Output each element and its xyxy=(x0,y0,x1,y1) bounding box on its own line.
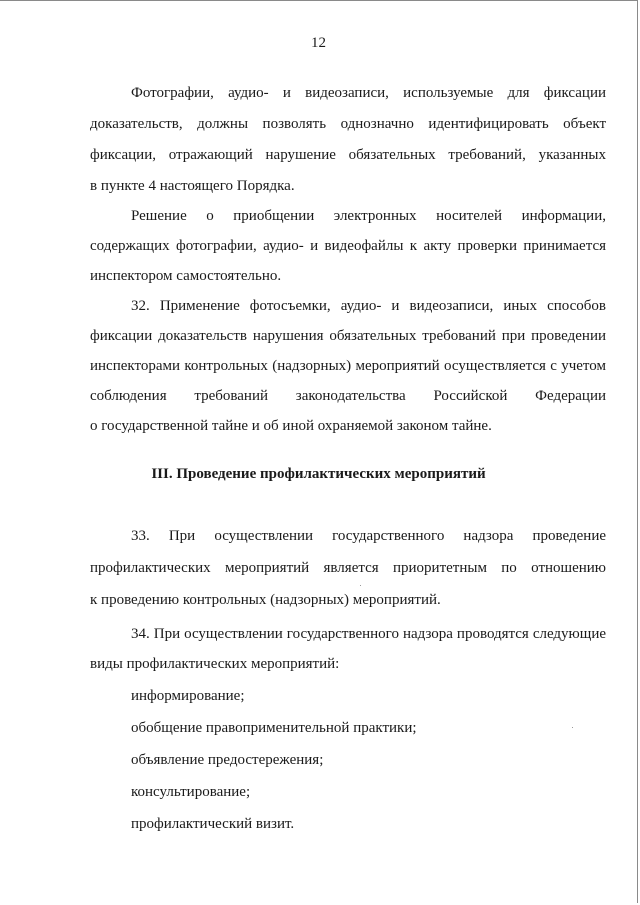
scan-speck xyxy=(360,585,361,586)
list-item: информирование; xyxy=(131,688,245,704)
list-item: объявление предостережения; xyxy=(131,752,324,768)
paragraph-1-line-3: фиксации, отражающий нарушение обязательных требований, указанных xyxy=(90,147,606,163)
list-item: консультирование; xyxy=(131,784,251,800)
paragraph-32-line-1: 32. Применение фотосъемки, аудио- и видеозаписи, иных способов xyxy=(131,298,606,314)
paragraph-32-line-5: о государственной тайне и об иной охраняемой законом тайне. xyxy=(90,418,492,434)
paragraph-32-line-4: соблюдения требований законодательства Российской Федерации xyxy=(90,388,606,404)
paragraph-33-line-1: 33. При осуществлении государственного надзора проведение xyxy=(131,528,606,544)
paragraph-2-line-2: содержащих фотографии, аудио- и видеофайлы к акту проверки принимается xyxy=(90,238,606,254)
paragraph-34-line-1: 34. При осуществлении государственного надзора проводятся следующие xyxy=(131,626,606,642)
paragraph-34-line-2: виды профилактических мероприятий: xyxy=(90,656,340,672)
paragraph-33-line-3: к проведению контрольных (надзорных) мероприятий. xyxy=(90,592,441,608)
section-heading: III. Проведение профилактических мероприятий xyxy=(151,466,486,482)
list-item: профилактический визит. xyxy=(131,816,295,832)
scan-speck xyxy=(572,727,573,728)
list-item: обобщение правоприменительной практики; xyxy=(131,720,417,736)
paragraph-33-line-2: профилактических мероприятий является приоритетным по отношению xyxy=(90,560,606,576)
paragraph-32-line-3: инспекторами контрольных (надзорных) мероприятий осуществляется с учетом xyxy=(90,358,606,374)
paragraph-1-line-4: в пункте 4 настоящего Порядка. xyxy=(90,178,295,194)
paragraph-32-line-2: фиксации доказательств нарушения обязательных требований при проведении xyxy=(90,328,606,344)
paragraph-2-line-3: инспектором самостоятельно. xyxy=(90,268,282,284)
page-number: 12 xyxy=(311,35,326,51)
paragraph-1-line-1: Фотографии, аудио- и видеозаписи, используемые для фиксации xyxy=(131,85,606,101)
paragraph-2-line-1: Решение о приобщении электронных носителей информации, xyxy=(131,208,606,224)
paragraph-1-line-2: доказательств, должны позволять однозначно идентифицировать объект xyxy=(90,116,606,132)
